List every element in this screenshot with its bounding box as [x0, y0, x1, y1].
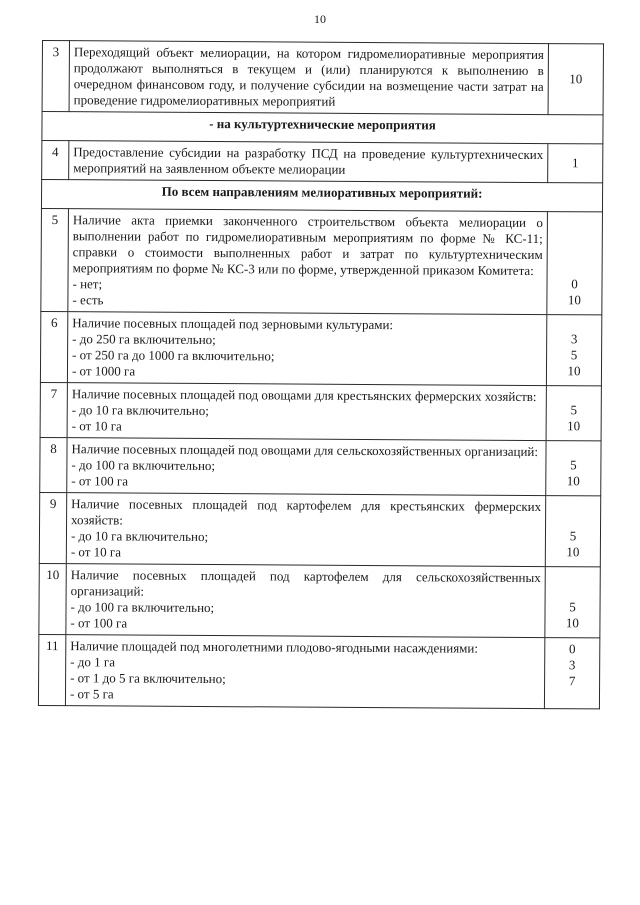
option-score: 3 — [568, 657, 576, 673]
criteria-table — [38, 40, 604, 709]
criterion-row — [39, 563, 600, 637]
criterion-row — [41, 208, 603, 314]
criterion-description-text: Наличие посевных площадей под овощами для сельскохозяйственных организаций: — [71, 441, 539, 460]
criterion-score — [547, 212, 603, 315]
criterion-description-text: Наличие посевных площадей под картофелем для сельскохозяйственных организаций: — [70, 567, 541, 599]
option-label: - есть — [72, 292, 104, 308]
option-label: - от 1000 га — [71, 363, 136, 379]
section-title: По всем направлениям мелиоративных мероприятий: — [41, 180, 602, 212]
criterion-number: 11 — [38, 634, 65, 705]
criterion-description-text: Наличие посевных площадей под картофелем для крестьянских фермерских хозяйств: — [71, 496, 542, 528]
criterion-score — [545, 567, 600, 638]
criterion-row — [39, 492, 600, 566]
criterion-description — [67, 438, 546, 496]
option-label: - от 250 га до 1000 га включительно; — [72, 347, 275, 364]
criterion-row — [40, 437, 601, 495]
option-score: 0 — [571, 276, 578, 292]
criterion-number: 8 — [40, 437, 67, 492]
section-header-row — [42, 112, 603, 144]
option-label: - от 100 га — [71, 473, 129, 489]
criterion-number: 5 — [41, 208, 69, 311]
criterion-description-text: Наличие посевных площадей под зерновыми культурами: — [72, 315, 394, 333]
criterion-score — [546, 441, 601, 496]
criterion-description — [65, 635, 544, 709]
option-label: - до 1 га — [70, 654, 116, 670]
option-score: 5 — [570, 402, 578, 418]
option-label: - от 100 га — [70, 615, 128, 631]
criterion-number: 6 — [40, 311, 67, 382]
option-label: - до 10 га включительно; — [70, 528, 209, 545]
criterion-description — [66, 564, 545, 638]
option-score: 5 — [570, 347, 578, 363]
criterion-row — [40, 382, 601, 440]
criterion-number: 7 — [40, 382, 67, 437]
criterion-description-text: Наличие акта приемки законченного строительством объекта мелиорации о выполнении работ по гидромелиоративным мероприятиям по форме № КС-11; справки о стоимости выполненных работ и затрат по культуртехническим мероприятиям по форме № КС-3 или по форме, утвержденной приказом Комитета: — [72, 212, 543, 279]
criterion-number: 9 — [39, 492, 66, 563]
option-label: - до 10 га включительно; — [71, 402, 209, 419]
section-title: - на культуртехнические мероприятия — [42, 112, 603, 144]
option-score: 10 — [567, 418, 581, 434]
criteria-table-body — [38, 41, 603, 709]
criterion-description-text: Наличие площадей под многолетними плодово-ягодными насаждениями: — [70, 638, 479, 656]
option-label: - до 100 га включительно; — [70, 599, 215, 616]
option-score: 5 — [570, 457, 577, 473]
criterion-description — [67, 383, 546, 441]
criterion-score — [544, 638, 599, 709]
page-number: 10 — [314, 12, 326, 26]
option-score: 5 — [569, 528, 577, 544]
criterion-row — [40, 311, 601, 385]
option-label: - до 250 га включительно; — [72, 331, 216, 348]
option-score: 10 — [565, 615, 579, 631]
option-score: 10 — [567, 363, 581, 379]
option-score: 3 — [570, 331, 578, 347]
section-header-row — [41, 180, 602, 212]
criterion-description: Переходящий объект мелиорации, на котором гидромелиоративные мероприятия продолжают выполняться в текущем и (или) планируются к выполнению в очередном финансовом году, и получение субсидии на возмещение части затрат на проведение гидромелиоративных мероприятий — [69, 41, 548, 115]
option-score: 5 — [569, 599, 576, 615]
option-label: - от 10 га — [70, 544, 122, 560]
criterion-row — [42, 41, 603, 115]
option-score: 10 — [566, 544, 580, 560]
criterion-score: 10 — [548, 44, 603, 115]
option-score: 7 — [568, 673, 576, 689]
criterion-description — [67, 312, 546, 386]
option-label: - до 100 га включительно; — [71, 457, 216, 474]
option-score: 10 — [567, 292, 581, 308]
option-label: - от 10 га — [71, 418, 122, 434]
criterion-score — [546, 315, 601, 386]
option-label: - от 1 до 5 га включительно; — [70, 670, 226, 687]
criterion-description — [66, 493, 545, 567]
criterion-description — [68, 209, 548, 315]
criterion-row — [38, 634, 599, 708]
criterion-number: 3 — [42, 41, 69, 112]
criterion-description-text: Наличие посевных площадей под овощами для крестьянских фермерских хозяйств: — [71, 386, 537, 405]
option-label: - нет; — [72, 276, 103, 292]
criterion-number: 4 — [42, 141, 69, 180]
criterion-score: 1 — [548, 144, 603, 183]
option-label: - от 5 га — [69, 686, 114, 702]
option-score: 10 — [566, 473, 580, 489]
criterion-number: 10 — [39, 563, 66, 634]
criterion-score — [546, 386, 601, 441]
criterion-description: Предоставление субсидии на разработку ПСД на проведение культуртехнических мероприятий на заявленном объекте мелиорации — [69, 141, 548, 183]
criterion-row — [42, 141, 603, 183]
option-score: 0 — [568, 641, 576, 657]
criterion-score — [545, 496, 600, 567]
